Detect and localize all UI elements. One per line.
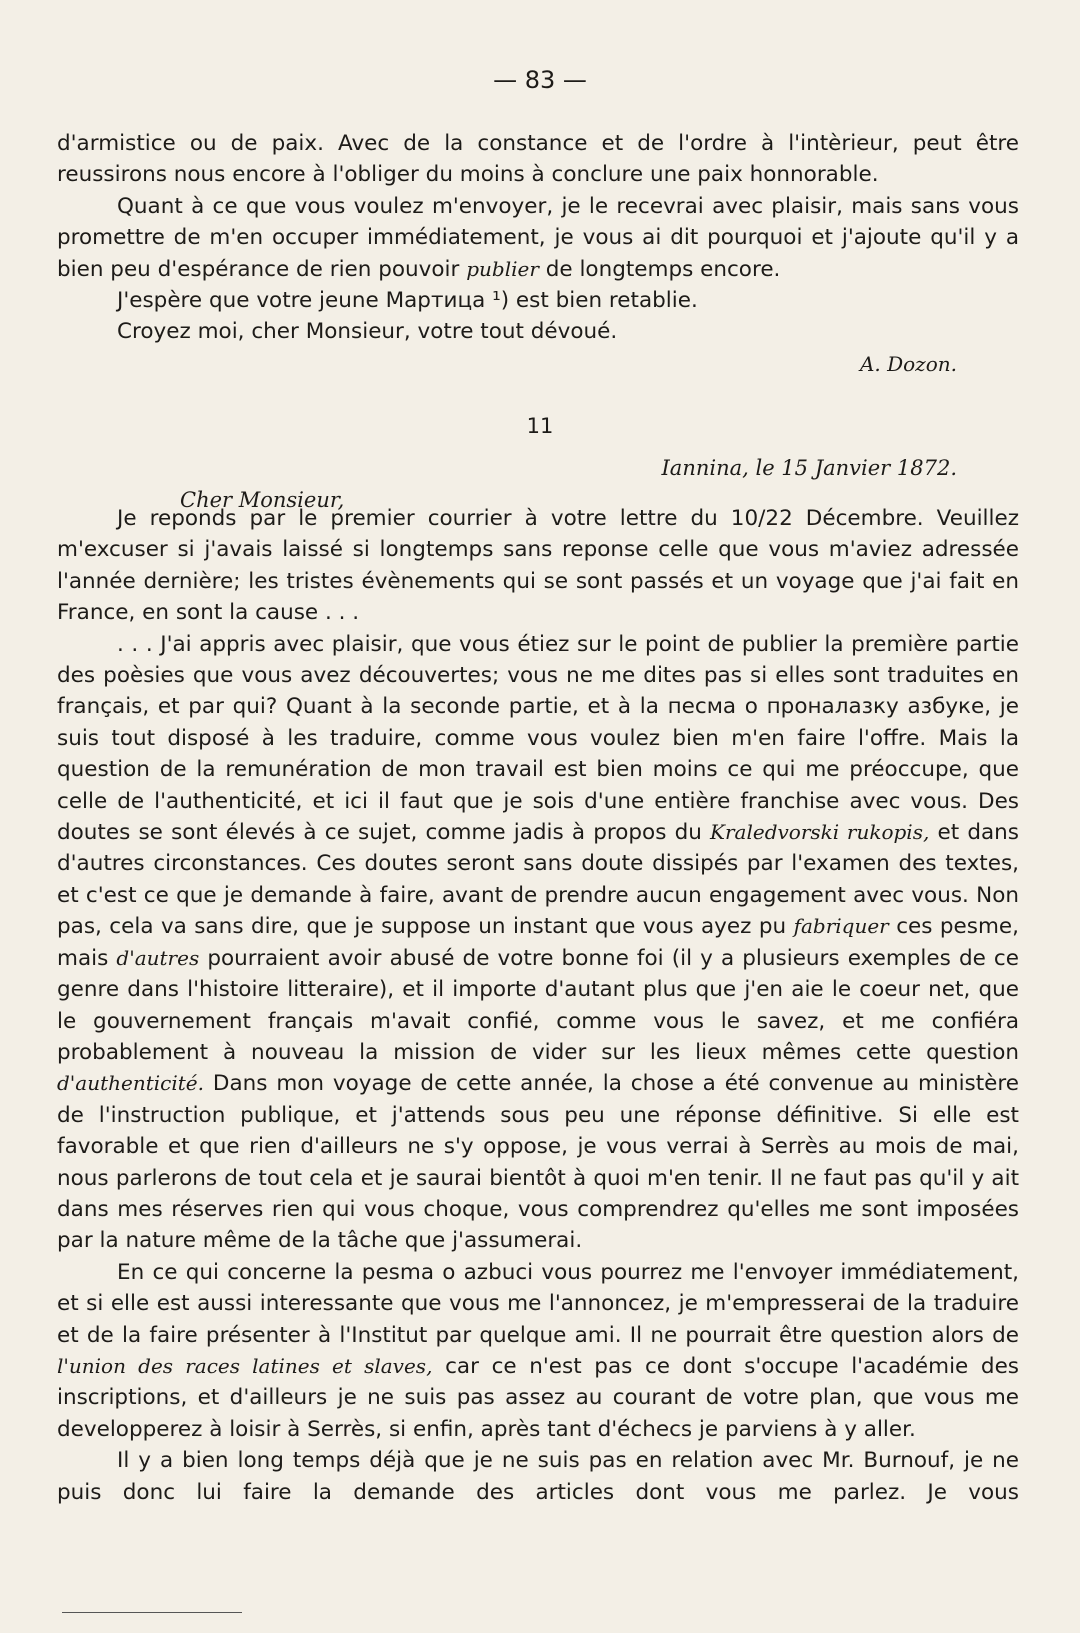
italic-run: l'union des races latines et slaves, (57, 1353, 433, 1378)
italic-run: d'authenticité. (57, 1071, 205, 1096)
letter-10-body (57, 128, 1019, 348)
text-run: et dans d'autres circonstances. Ces doutes seront sans doute dissipés par l'examen des textes, et c'est ce que je demande à faire, avant de prendre aucun engagement avec vous. Non pas, cela va sans dire, que je suppose un instant que vous ayez pu (57, 820, 1019, 940)
italic-run: Kraledvorski rukopis, (710, 820, 930, 845)
text-run: Quant à ce que vous voulez m'envoyer, je le recevrai avec plaisir, mais sans vous promettre de m'en occuper immédiatement, je vous ai dit pourquoi et j'ajoute qu'il y a bien peu d'espérance de rien pouvoir (57, 193, 1019, 282)
text-run: . . . J'ai appris avec plaisir, que vous étiez sur le point de publier la première partie des poèsies que vous avez découvertes; vous ne me dites pas si elles sont traduites en français, et par qui? Quant à la seconde partie, et à la песма о проналазку азбуке, je suis tout disposé à les traduire, comme vous voulez bien m'en faire l'offre. Mais la question de la remunération de mon travail est bien moins ce qui me préoccupe, que celle de l'authenticité, et ici il faut que je sois d'une entière franchise avec vous. Des doutes se sont élevés à ce sujet, comme jadis à propos du (57, 631, 1019, 846)
italic-run: fabriquer (793, 914, 889, 939)
footnote-rule (62, 1612, 242, 1613)
text-run: Dans mon voyage de cette année, la chose a été convenue au ministère de l'instruction publique, et j'attends sous peu une réponse définitive. Si elle est favorable et que rien d'ailleurs ne s'y oppose, je vous verrai à Serrès au mois de mai, nous parlerons de tout cela et je saurai bientôt à quoi m'en tenir. Il ne faut pas qu'il y ait dans mes réserves rien qui vous choque, vous comprendrez qu'elles me sont imposées par la nature même de la tâche que j'assumerai. (57, 1071, 1019, 1254)
text-run: de longtemps encore. (545, 256, 781, 282)
text-run: En ce qui concerne la pesma o azbuci vous pourrez me l'envoyer immédiatement, et si elle est aussi interessante que vous me l'annoncez, je m'empresserai de la traduire et de la faire présenter à l'Institut par quelque ami. Il ne pourrait être question alors de (57, 1259, 1019, 1348)
dateline: Iannina, le 15 Janvier 1872. (661, 456, 957, 480)
paragraph: Croyez moi, cher Monsieur, votre tout dévoué. (117, 319, 618, 345)
paragraph (57, 1257, 1019, 1445)
closing-line-2: reussirons nous encore à l'obliger du moins à conclure une paix honnorable. (57, 162, 879, 188)
text-run: ces pesme, mais (57, 914, 1019, 971)
text-run: pourraient avoir abusé de votre bonne foi (il y a plusieurs exemples de ce genre dans l'histoire litteraire), et il importe d'autant plus que j'en aie le coeur net, que le gouvernement français m'avait confié, comme vous le savez, et me confiéra probablement à nouveau la mission de vider sur les lieux mêmes cette question (57, 945, 1019, 1065)
page-number: — 83 — (493, 66, 587, 94)
paragraph: J'espère que votre jeune Мартица ¹) est bien retablie. (117, 288, 698, 314)
paragraph (57, 629, 1019, 1257)
closing-line-1: d'armistice ou de paix. Avec de la constance et de l'ordre à l'intèrieur, peut être (57, 131, 1019, 156)
salutation: Cher Monsieur, (180, 488, 345, 512)
paragraph (57, 191, 1019, 285)
paragraph: Il y a bien long temps déjà que je ne suis pas en relation avec Mr. Burnouf, je ne puis donc lui faire la demande des articles dont vous me parlez. Je vous (57, 1448, 1019, 1505)
paragraph: Je reponds par le premier courrier à votre lettre du 10/22 Décembre. Veuillez m'excuser si j'avais laissé si longtemps sans reponse celle que vous m'aviez adressée l'année dernière; les tristes évènements qui se sont passés et un voyage que j'ai fait en France, en sont la cause . . . (57, 506, 1019, 626)
letter-11-body (57, 503, 1019, 1508)
italic-run: publier (466, 256, 539, 281)
italic-run: d'autres (116, 945, 200, 970)
letter-number: 11 (526, 414, 554, 438)
signature: A. Dozon. (859, 352, 957, 376)
text-run: car ce n'est pas ce dont s'occupe l'académie des inscriptions, et d'ailleurs je ne suis pas assez au courant de votre plan, que vous me developperez à loisir à Serrès, si enfin, après tant d'échecs je parviens à y aller. (57, 1353, 1019, 1442)
